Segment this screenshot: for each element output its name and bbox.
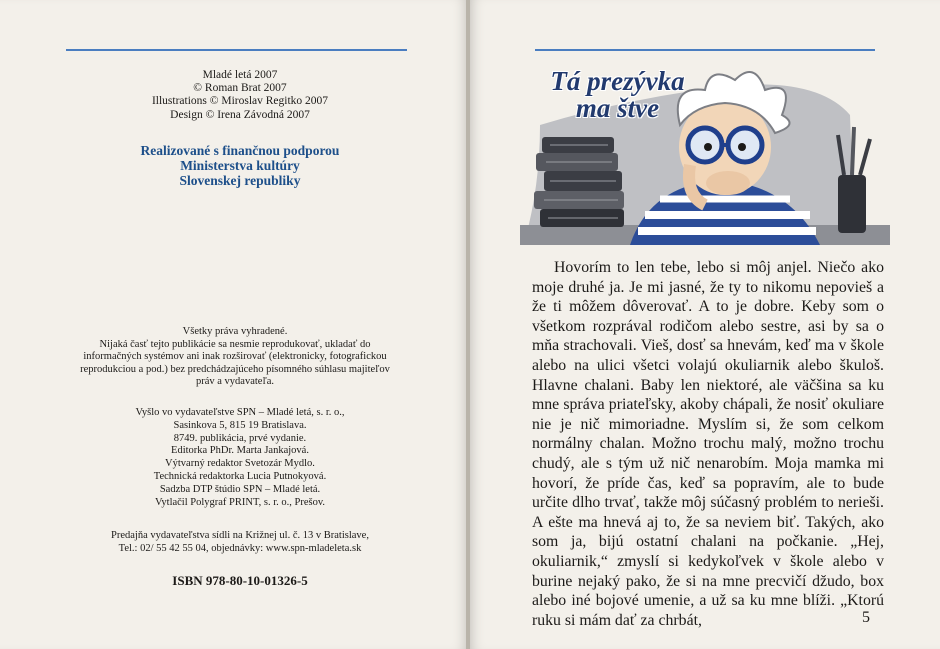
publisher-line: Výtvarný redaktor Svetozár Mydlo. — [165, 458, 315, 470]
credit-line: Design © Irena Závodná 2007 — [170, 108, 310, 121]
funding-line: Slovenskej republiky — [179, 173, 301, 188]
chapter-title — [530, 68, 705, 122]
page-number: 5 — [862, 609, 870, 626]
top-rule — [66, 49, 407, 51]
publisher-line: 8749. publikácia, prvé vydanie. — [173, 432, 307, 444]
credit-line: © Roman Brat 2007 — [193, 82, 287, 95]
publisher-line: Vyšlo vo vydavateľstve SPN – Mladé letá, s. r. o., — [135, 407, 345, 418]
funding-line: Realizované s finančnou podporou — [140, 143, 340, 158]
publisher-line: Sasinkova 5, 815 19 Bratislava. — [173, 419, 307, 431]
rights-title: Všetky práva vyhradené. — [182, 326, 288, 337]
isbn: ISBN 978-80-10-01326-5 — [172, 573, 308, 588]
chapter-title-line: Tá prezývka — [550, 66, 685, 96]
credit-line: Illustrations © Miroslav Regitko 2007 — [151, 95, 329, 108]
rights-text: Nijaká časť tejto publikácie sa nesmie reprodukovať, ukladať do informačných systémov ani inak rozširovať (elektronicky, fotografickou reprodukciou a pod.) bez predchádzajúceho písomného súhlasu majiteľov práv a vydavateľa. — [80, 338, 390, 388]
sales-info — [40, 530, 440, 556]
sales-line: Predajňa vydavateľstva sídli na Križnej ul. č. 13 v Bratislave, — [111, 530, 369, 541]
copyright-credits — [40, 69, 440, 122]
right-page — [470, 0, 940, 649]
publisher-line: Technická redaktorka Lucia Putnokyová. — [153, 470, 327, 482]
book-stack — [534, 137, 624, 227]
rights-notice — [70, 326, 400, 389]
chapter-title-line: ma štve — [575, 93, 660, 123]
top-rule — [535, 49, 875, 51]
publisher-line: Editorka PhDr. Marta Jankajová. — [171, 445, 309, 457]
funding-line: Ministerstva kultúry — [180, 158, 300, 173]
credit-line: Mladé letá 2007 — [202, 69, 278, 81]
sales-line: Tel.: 02/ 55 42 55 04, objednávky: www.spn-mladeleta.sk — [118, 542, 362, 554]
funding-notice — [40, 143, 440, 188]
chapter-body-text: Hovorím to len tebe, lebo si môj anjel. Niečo ako moje druhé ja. Je mi jasné, že ty to nikomu nepovieš a že ti môžem dôverovať. A to je dobre. Keby som o všetkom rozprával rodičom alebo sestre, asi by sa o mňa strachovali. Vieš, dosť sa hnevám, keď ma v škole alebo na ulici všetci volajú okuliarnik alebo škuloš. Hlavne chalani. Baby len niektoré, ale väčšina sa ku mne správa priateľsky, akoby chápali, že nosiť okuliare nie je nič mimoriadne. Myslím si, že som celkom normálny chalan. Možno trochu malý, možno trochu chudý, ale s tým už nič nenarobím. Moja mamka mi hovorí, že príde čas, keď sa popravím, ale to bude určite dlho trvať, takže môj súčasný problém to nerieši. A ešte ma hnevá aj to, že sa neviem biť. Takých, ako som ja, bijú ostatní chalani na počkanie. „Hej, okuliarnik,“ zmyslí si kedykoľvek v škole alebo v burine nejaký pako, že si na mne precvičí džudo, box alebo iné bojové umenie, a už sa ku mne blíži. „Ktorú ruku si mám dať za chrbát, — [532, 259, 884, 629]
publisher-line: Vytlačil Polygraf PRINT, s. r. o., Prešov. — [154, 496, 326, 508]
publisher-line: Sadzba DTP štúdio SPN – Mladé letá. — [159, 483, 321, 495]
left-page — [0, 0, 467, 649]
publisher-info — [40, 407, 440, 509]
